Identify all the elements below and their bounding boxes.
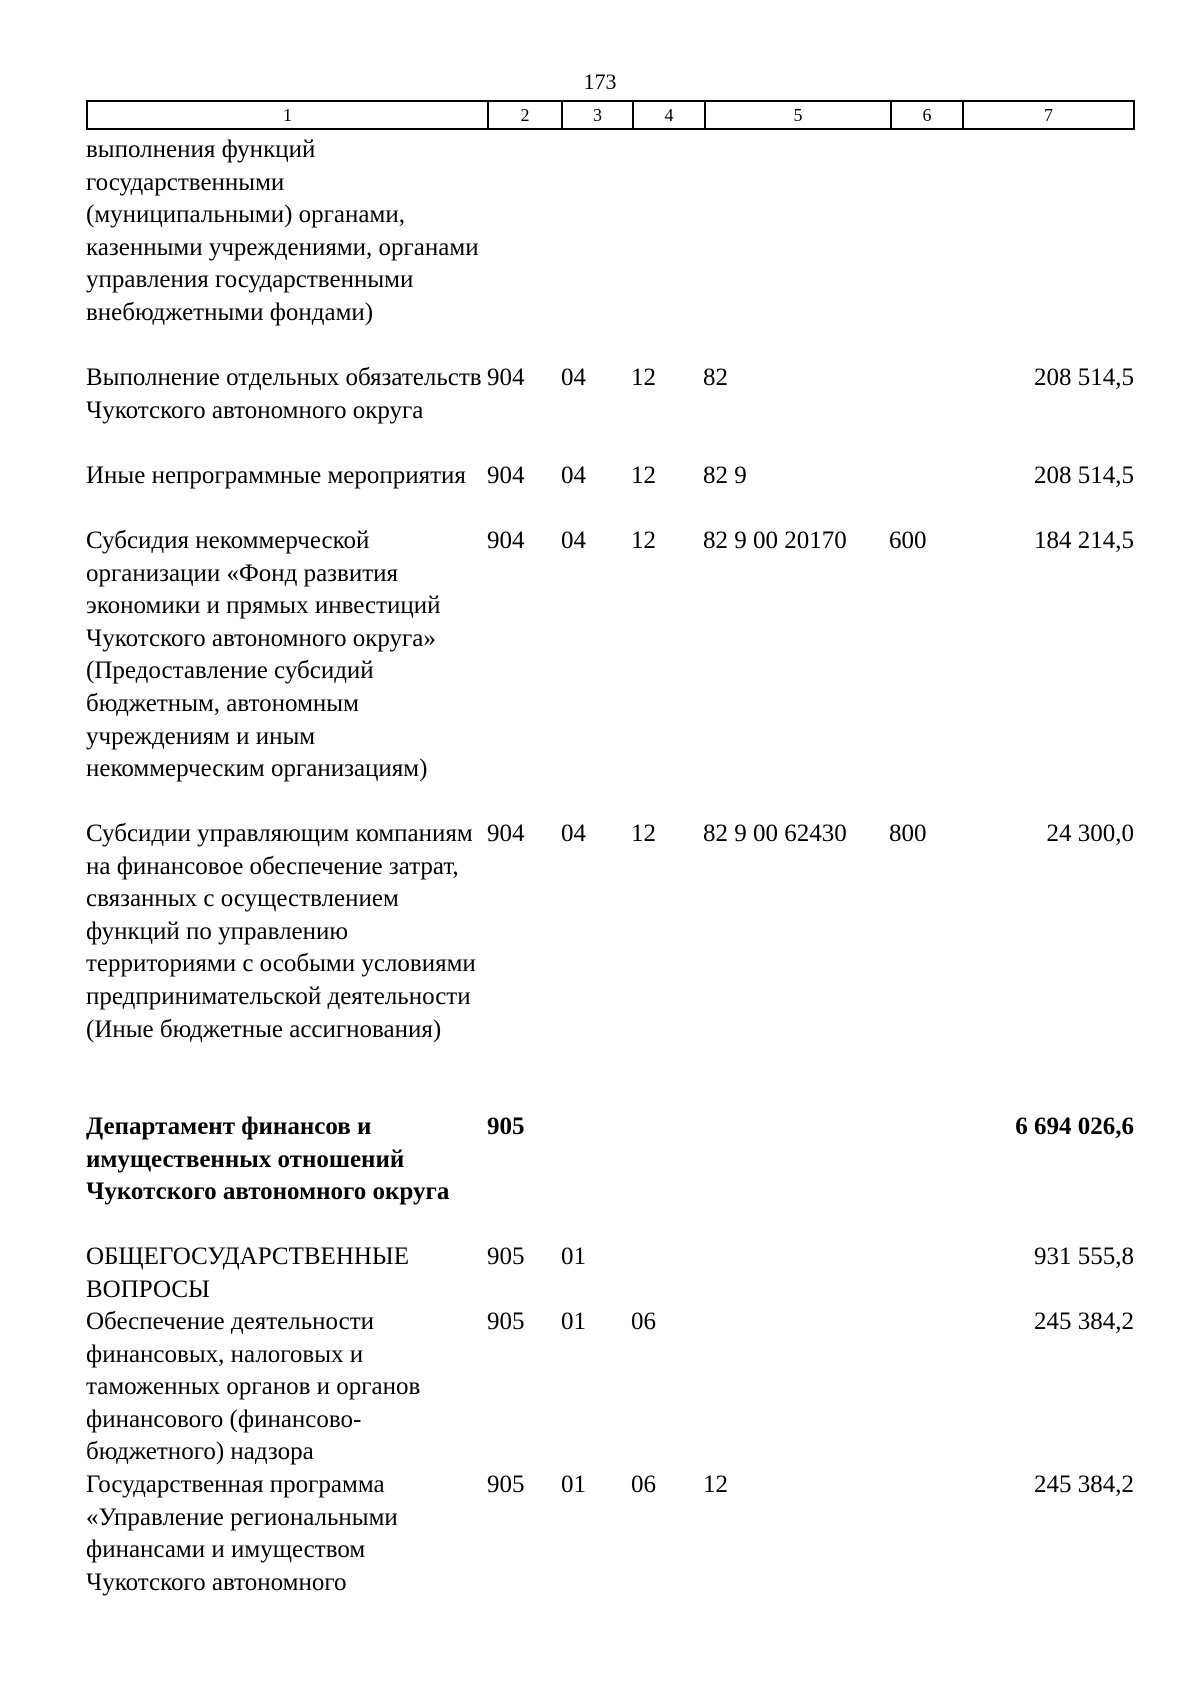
row-code-6: 800 (889, 820, 927, 847)
column-header-3: 3 (562, 101, 633, 129)
row-code-3: 04 (561, 820, 586, 847)
row-name: Департамент финансов и имущественных отношений Чукотского автономного округа (86, 1113, 450, 1206)
column-header-row (87, 101, 1134, 129)
column-header-1: 1 (87, 101, 488, 129)
row-amount: 245 384,2 (1034, 1471, 1134, 1498)
row-code-4: 12 (631, 364, 656, 391)
row-code-4: 06 (631, 1471, 656, 1498)
row-name: Обеспечение деятельности финансовых, налоговых и таможенных органов и органов финансового (финансово-бюджетного) надзора (86, 1308, 421, 1466)
row-code-4: 06 (631, 1308, 656, 1335)
row-code-2: 904 (487, 527, 525, 554)
row-code-3: 04 (561, 364, 586, 391)
row-code-3: 04 (561, 527, 586, 554)
row-code-2: 904 (487, 364, 525, 391)
row-name: выполнения функций государственными (муниципальными) органами, казенными учреждениями, органами управления государственными внебюджетными фондами) (86, 136, 479, 326)
row-name: Выполнение отдельных обязательств Чукотского автономного округа (86, 364, 482, 424)
row-amount: 6 694 026,6 (1015, 1113, 1134, 1140)
column-header-4: 4 (633, 101, 705, 129)
row-name: Субсидии управляющим компаниям на финансовое обеспечение затрат, связанных с осуществлением функций по управлению территориями с особыми условиями предпринимательской деятельности (Иные бюджетные ассигнования) (86, 820, 476, 1043)
row-code-5: 82 9 (703, 462, 747, 489)
row-amount: 245 384,2 (1034, 1308, 1134, 1335)
row-code-2: 905 (487, 1243, 525, 1270)
row-code-2: 904 (487, 820, 525, 847)
row-code-3: 01 (561, 1243, 586, 1270)
row-code-4: 12 (631, 462, 656, 489)
row-code-5: 82 (703, 364, 728, 391)
row-amount: 184 214,5 (1034, 527, 1134, 554)
row-code-2: 905 (487, 1471, 525, 1498)
row-code-4: 12 (631, 820, 656, 847)
page-number: 173 (583, 69, 617, 94)
column-header-6: 6 (891, 101, 963, 129)
row-name: ОБЩЕГОСУДАРСТВЕННЫЕ ВОПРОСЫ (86, 1243, 409, 1303)
column-header-2: 2 (488, 101, 562, 129)
row-code-5: 82 9 00 20170 (703, 527, 847, 554)
row-code-3: 01 (561, 1308, 586, 1335)
row-name: Иные непрограммные мероприятия (86, 462, 466, 489)
column-header-table (86, 100, 1135, 130)
row-code-5: 82 9 00 62430 (703, 820, 847, 847)
row-code-4: 12 (631, 527, 656, 554)
row-amount: 208 514,5 (1034, 364, 1134, 391)
column-header-5: 5 (705, 101, 891, 129)
row-amount: 931 555,8 (1034, 1243, 1134, 1270)
row-amount: 208 514,5 (1034, 462, 1134, 489)
row-code-2: 905 (487, 1113, 525, 1140)
row-code-5: 12 (703, 1471, 728, 1498)
row-code-2: 904 (487, 462, 525, 489)
row-code-3: 04 (561, 462, 586, 489)
row-code-6: 600 (889, 527, 927, 554)
row-code-2: 905 (487, 1308, 525, 1335)
row-amount: 24 300,0 (1046, 820, 1134, 847)
row-name: Государственная программа «Управление региональными финансами и имуществом Чукотского автономного (86, 1471, 398, 1596)
row-name: Субсидия некоммерческой организации «Фонд развития экономики и прямых инвестиций Чукотского автономного округа» (Предоставление субсидий бюджетным, автономным учреждениям и иным некоммерческим организациям) (86, 527, 441, 783)
column-header-7: 7 (963, 101, 1134, 129)
row-code-3: 01 (561, 1471, 586, 1498)
